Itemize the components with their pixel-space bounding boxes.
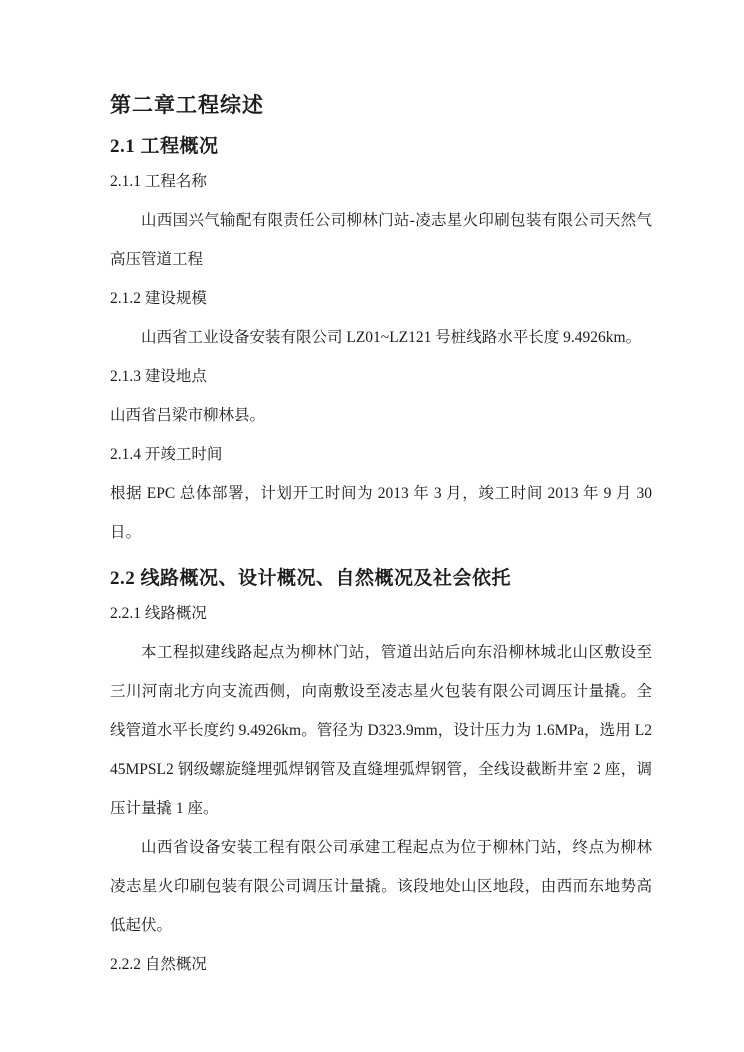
subsection-heading-2-1-3: 2.1.3 建设地点	[110, 368, 207, 385]
subsection-heading-2-1-1: 2.1.1 工程名称	[110, 173, 207, 190]
subsection-heading-2-1-2: 2.1.2 建设规模	[110, 290, 207, 307]
subsection-heading-2-2-1: 2.2.1 线路概况	[110, 605, 207, 622]
paragraph-route-overview-1: 本工程拟建线路起点为柳林门站，管道出站后向东沿柳林城北山区敷设至三川河南北方向支流西侧，向南敷设至凌志星火包装有限公司调压计量撬。全线管道水平长度约 9.4926km。管径为 D323.9mm，设计压力为 1.6MPa，选用 L245MPSL2 钢级螺旋缝埋弧焊钢管及直缝埋弧焊钢管，全线设截断井室 2 座，调压计量撬 1 座。	[110, 644, 652, 817]
paragraph-schedule: 根据 EPC 总体部署，计划开工时间为 2013 年 3 月，竣工时间 2013 年 9 月 30 日。	[110, 485, 652, 541]
section-heading-2-1: 2.1 工程概况	[110, 136, 219, 157]
chapter-title: 第二章工程综述	[110, 93, 264, 117]
subsection-heading-2-1-4: 2.1.4 开竣工时间	[110, 446, 223, 463]
subsection-heading-2-2-2: 2.2.2 自然概况	[110, 956, 207, 973]
paragraph-project-name: 山西国兴气输配有限责任公司柳林门站-凌志星火印刷包装有限公司天然气高压管道工程	[110, 212, 652, 268]
paragraph-route-overview-2: 山西省设备安装工程有限公司承建工程起点为位于柳林门站，终点为柳林凌志星火印刷包装有限公司调压计量撬。该段地处山区地段，由西而东地势高低起伏。	[110, 839, 652, 934]
section-heading-2-2: 2.2 线路概况、设计概况、自然概况及社会依托	[110, 568, 512, 589]
paragraph-construction-location: 山西省吕梁市柳林县。	[110, 407, 266, 424]
paragraph-construction-scale: 山西省工业设备安装有限公司 LZ01~LZ121 号桩线路水平长度 9.4926km。	[141, 329, 642, 346]
